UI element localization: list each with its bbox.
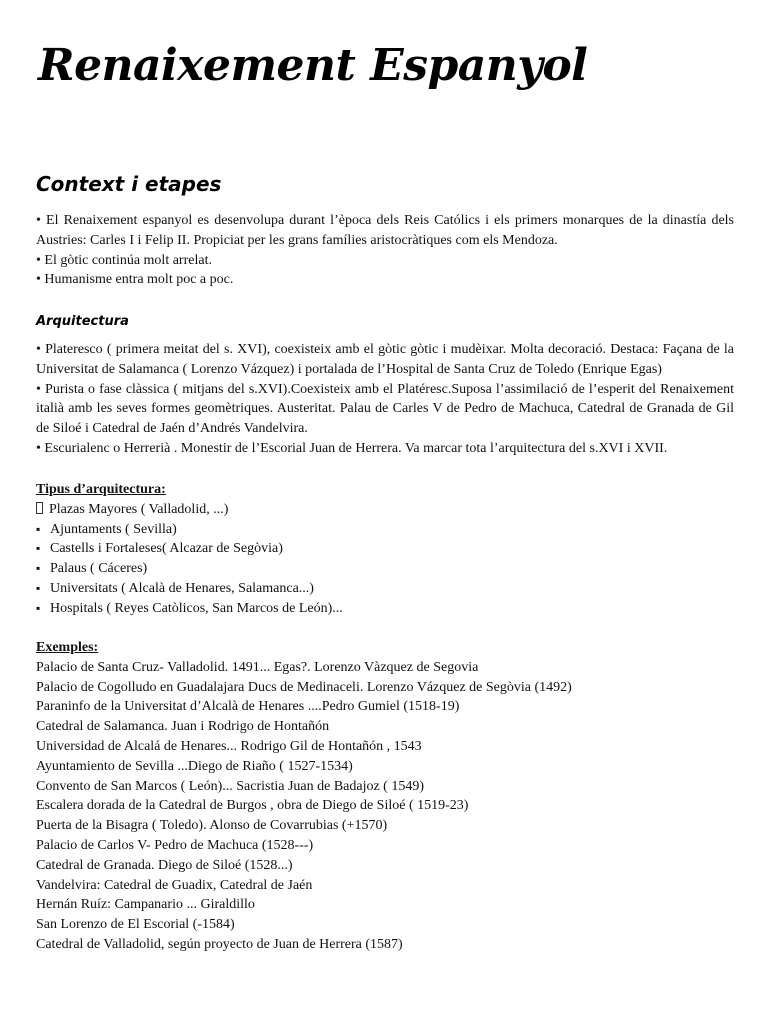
list-item: Catedral de Granada. Diego de Siloé (1528...) bbox=[36, 857, 293, 873]
list-item: Paraninfo de la Universitat d’Alcalà de Henares ....Pedro Gumiel (1518-19) bbox=[36, 699, 460, 715]
square-bullet-icon bbox=[36, 599, 50, 619]
list-item: San Lorenzo de El Escorial (-1584) bbox=[36, 917, 235, 933]
context-paragraph-3: • Humanisme entra molt poc a poc. bbox=[36, 272, 234, 288]
checkbox-glyph-icon bbox=[36, 502, 43, 514]
list-item: Hernán Ruíz: Campanario ... Giraldillo bbox=[36, 897, 255, 913]
list-item: Puerta de la Bisagra ( Toledo). Alonso de Covarrubias (+1570) bbox=[36, 818, 388, 834]
list-item: Plazas Mayores ( Valladolid, ...) bbox=[36, 500, 734, 520]
list-item: Escalera dorada de la Catedral de Burgos , obra de Diego de Siloé ( 1519-23) bbox=[36, 798, 469, 814]
square-bullet-icon bbox=[36, 520, 50, 540]
square-bullet-icon bbox=[36, 539, 50, 559]
page-title: Renaixement Espanyol bbox=[38, 40, 588, 91]
list-item: Catedral de Salamanca. Juan i Rodrigo de Hontañón bbox=[36, 719, 330, 735]
list-item: Palacio de Santa Cruz- Valladolid. 1491... Egas?. Lorenzo Vàzquez de Segovia bbox=[36, 659, 479, 675]
list-item: ▪Castells i Fortaleses( Alcazar de Segòvia) bbox=[36, 539, 734, 559]
context-paragraphs bbox=[36, 211, 734, 290]
list-item: Vandelvira: Catedral de Guadix, Catedral de Jaén bbox=[36, 877, 313, 893]
list-item: ▪Universitats ( Alcalà de Henares, Salamanca...) bbox=[36, 579, 734, 599]
context-paragraph-1: • El Renaixement espanyol es desenvolupa durant l’època dels Reis Católics i els primers monarques de la dinastía dels Austries: Carles I i Felip II. Propiciat per les grans famílies aristocràtiques com els Mendoza. bbox=[36, 213, 734, 248]
section-heading-arquitectura: Arquitectura bbox=[36, 314, 129, 329]
list-item: ▪Hospitals ( Reyes Catòlicos, San Marcos de León)... bbox=[36, 599, 734, 619]
tipus-list bbox=[36, 480, 734, 619]
section-heading-context: Context i etapes bbox=[36, 172, 222, 196]
exemples-list bbox=[36, 638, 734, 955]
list-item: Universidad de Alcalá de Henares... Rodrigo Gil de Hontañón , 1543 bbox=[36, 738, 422, 754]
arquitectura-paragraph-1: • Plateresco ( primera meitat del s. XVI), coexisteix amb el gòtic gòtic i mudèixar. Molta decoració. Destaca: Façana de la Universitat de Salamanca ( Lorenzo Vázquez) i portalada de l’Hospital de Santa Cruz de Toledo (Enrique Egas) bbox=[36, 342, 734, 377]
context-paragraph-2: • El gòtic continúa molt arrelat. bbox=[36, 252, 212, 268]
square-bullet-icon bbox=[36, 559, 50, 579]
list-item: Convento de San Marcos ( León)... Sacristia Juan de Badajoz ( 1549) bbox=[36, 778, 425, 794]
tipus-heading: Tipus d’arquitectura: bbox=[36, 482, 166, 497]
arquitectura-paragraph-3: • Escurialenc o Herrerià . Monestir de l’Escorial Juan de Herrera. Va marcar tota l’arquitectura del s.XVI i XVII. bbox=[36, 440, 668, 456]
list-item: Ayuntamiento de Sevilla ...Diego de Riaño ( 1527-1534) bbox=[36, 758, 353, 774]
list-item: Catedral de Valladolid, según proyecto de Juan de Herrera (1587) bbox=[36, 936, 403, 952]
list-item: Palacio de Cogolludo en Guadalajara Ducs de Medinaceli. Lorenzo Vázquez de Segòvia (1492) bbox=[36, 679, 572, 695]
list-item: ▪Palaus ( Cáceres) bbox=[36, 559, 734, 579]
square-bullet-icon bbox=[36, 579, 50, 599]
list-item: Palacio de Carlos V- Pedro de Machuca (1528---) bbox=[36, 837, 314, 853]
arquitectura-paragraphs bbox=[36, 340, 734, 459]
arquitectura-paragraph-2: • Purista o fase clàssica ( mitjans del s.XVI).Coexisteix amb el Platéresc.Suposa l’assimilació de l’esperit del Renaixement italià amb les seves formes geomètriques. Austeritat. Palau de Carles V de Pedro de Machuca, Catedral de Granada de Gil de Siloé i Catedral de Jaén d’Andrés Vandelvira. bbox=[36, 381, 734, 437]
list-item: ▪Ajuntaments ( Sevilla) bbox=[36, 520, 734, 540]
exemples-heading: Exemples: bbox=[36, 640, 99, 655]
